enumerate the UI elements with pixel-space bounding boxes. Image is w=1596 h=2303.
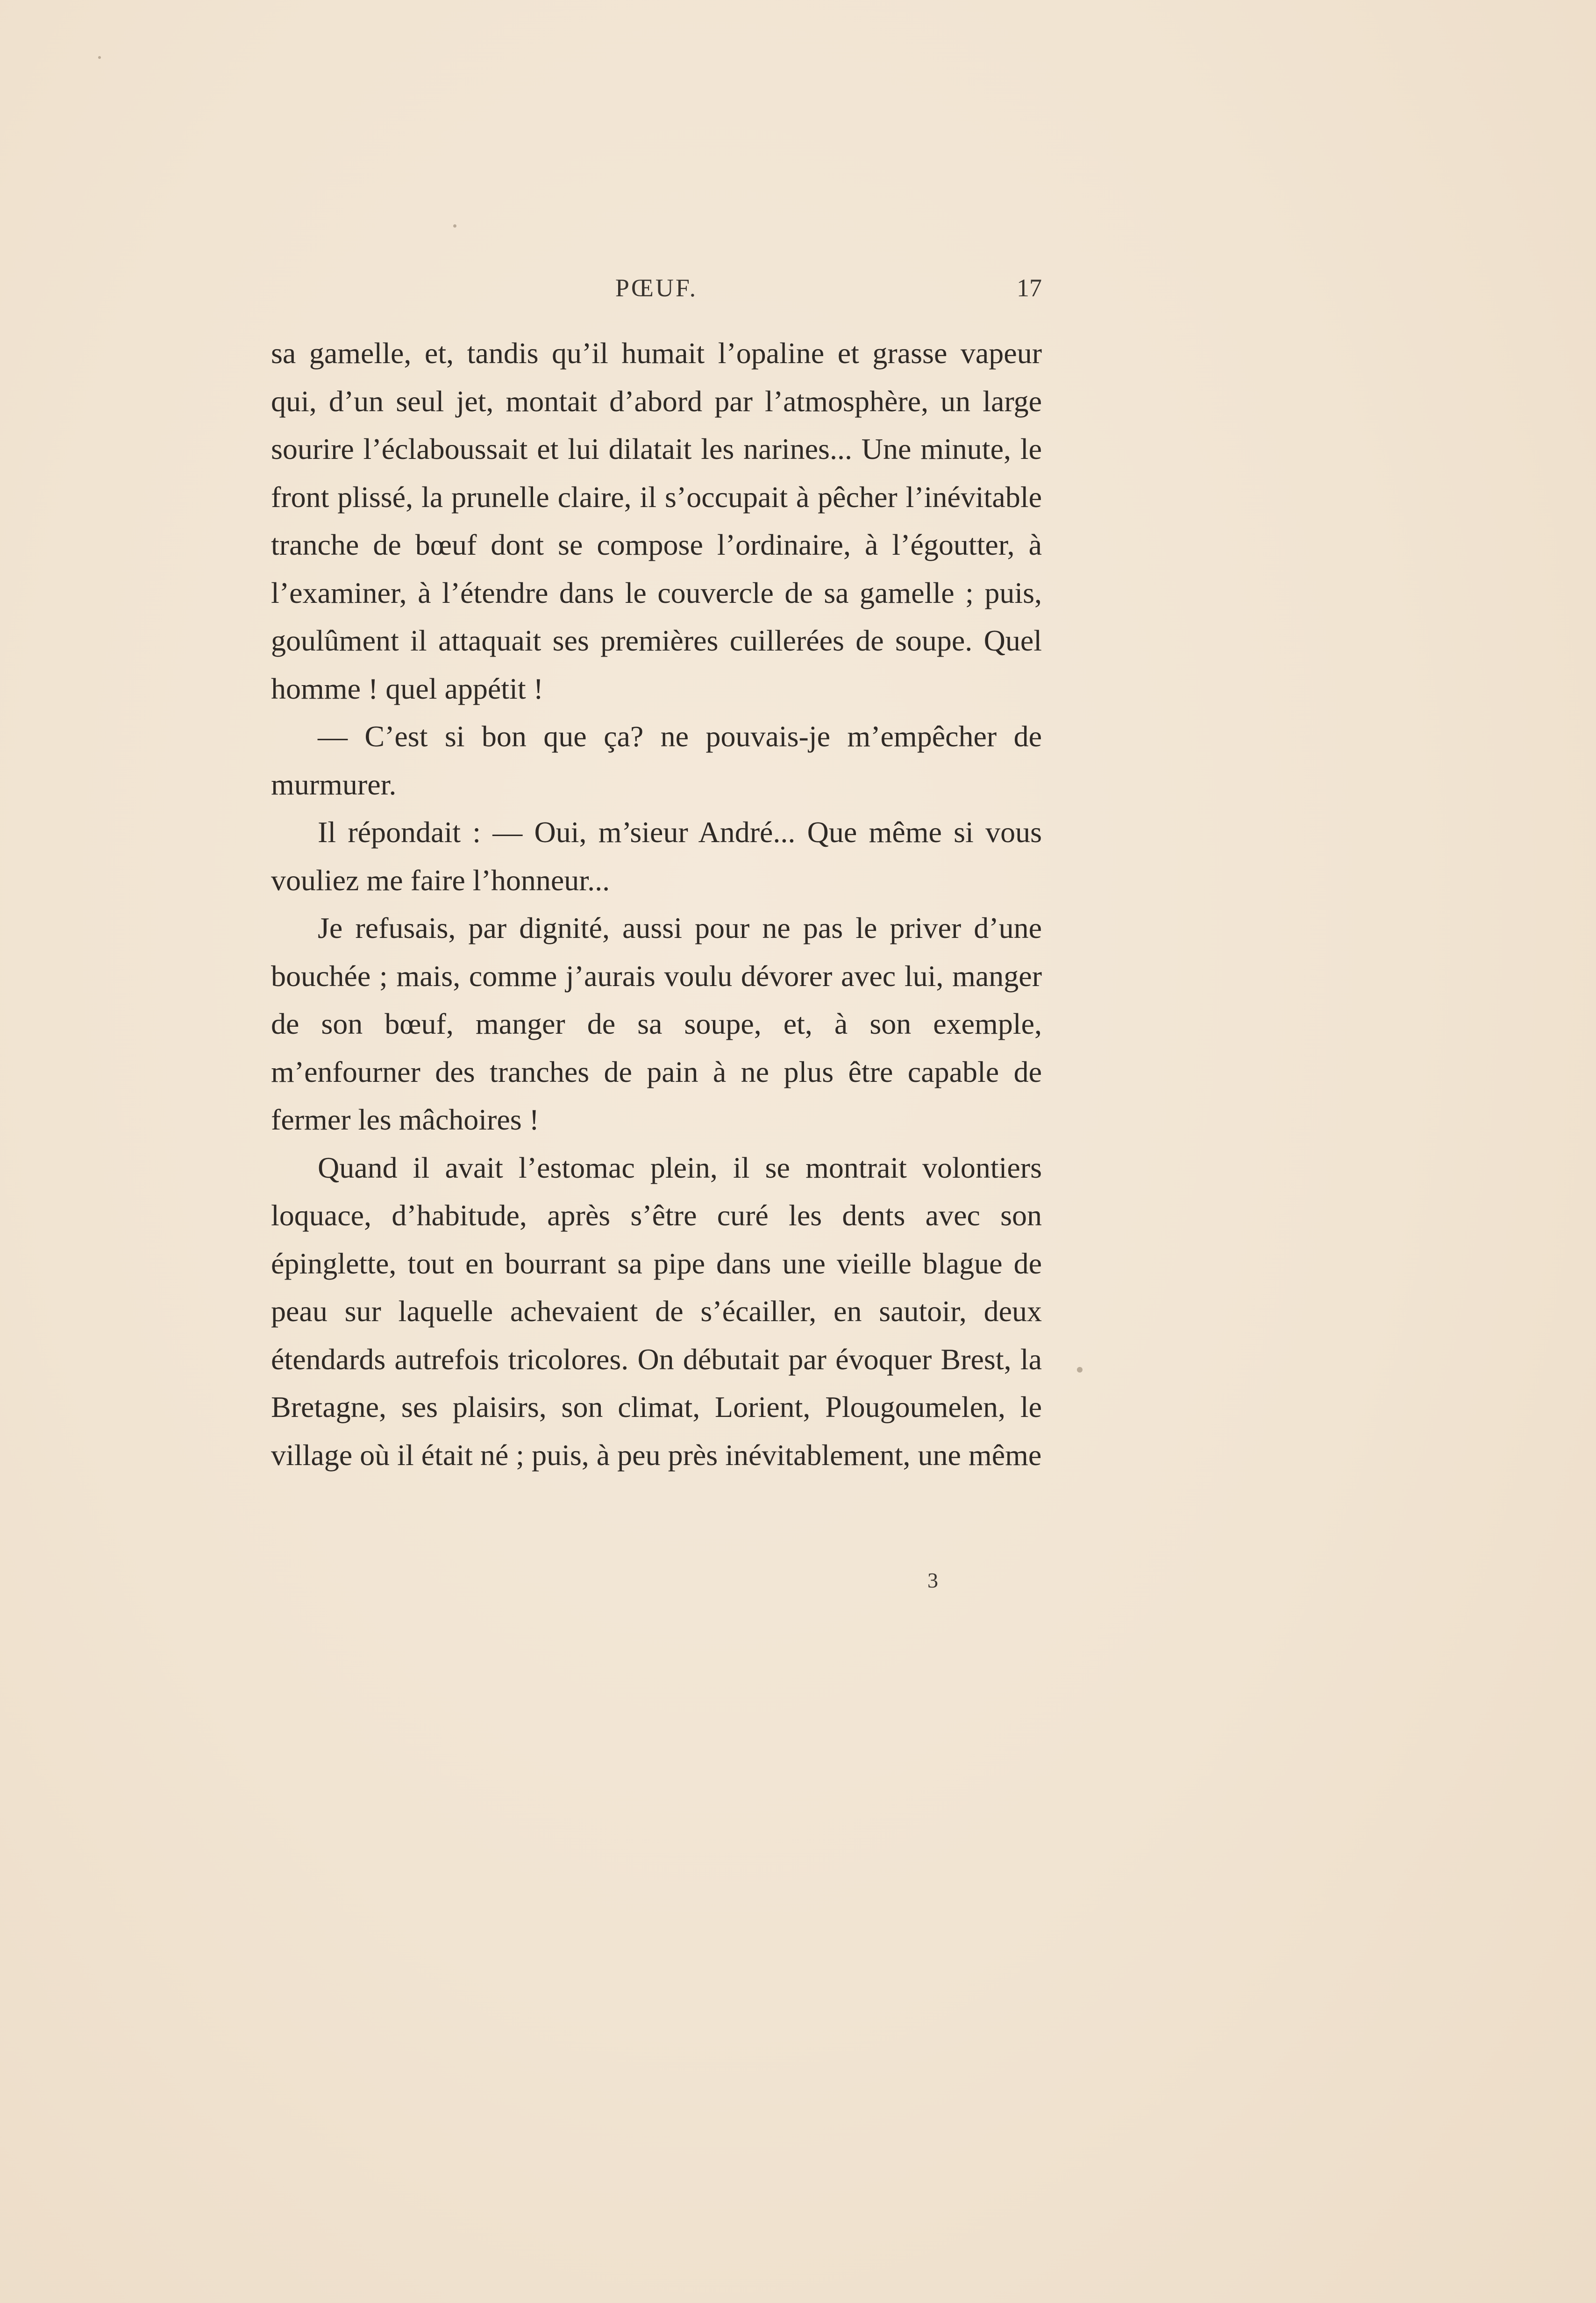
paragraph: Quand il avait l’estomac plein, il se montrait volontiers loquace, d’habitude, après s’être curé les dents avec son épinglette, tout en bourrant sa pipe dans une vieille blague de peau sur laquelle achevaient de s’écailler, en sautoir, deux étendards autrefois tricolores. On débutait par évoquer Brest, la Bretagne, ses plaisirs, son climat, Lorient, Plougoumelen, le village où il était né ; puis, à peu près inévitablement, une même bbox=[271, 1151, 1042, 1472]
paragraph: Je refusais, par dignité, aussi pour ne pas le priver d’une bouchée ; mais, comme j’aurais voulu dévorer avec lui, manger de son bœuf, manger de sa soupe, et, à son exemple, m’enfourner des tranches de pain à ne plus être capable de fermer les mâchoires ! bbox=[271, 911, 1042, 1136]
paper-speck bbox=[98, 56, 101, 59]
body-text bbox=[271, 329, 1042, 1479]
paragraph: sa gamelle, et, tandis qu’il humait l’opaline et grasse vapeur qui, d’un seul jet, montait d’abord par l’atmosphère, un large sourire l’éclaboussait et lui dilatait les narines... Une minute, le front plissé, la prunelle claire, il s’occupait à pêcher l’inévitable tranche de bœuf dont se compose l’ordinaire, à l’égoutter, à l’examiner, à l’étendre dans le couvercle de sa gamelle ; puis, goulûment il attaquait ses premières cuillerées de soupe. Quel homme ! quel appétit ! bbox=[271, 336, 1042, 705]
paper-speck bbox=[453, 224, 456, 228]
page-number: 17 bbox=[1017, 274, 1042, 302]
paper-speck bbox=[1077, 1367, 1083, 1373]
paragraph: Il répondait : — Oui, m’sieur André... Que même si vous vouliez me faire l’honneur... bbox=[271, 815, 1042, 897]
page-header bbox=[271, 273, 1042, 311]
running-head: PŒUF. bbox=[615, 274, 698, 302]
paragraph: — C’est si bon que ça? ne pouvais-je m’empêcher de murmurer. bbox=[271, 720, 1042, 801]
signature-mark: 3 bbox=[927, 1568, 938, 1592]
